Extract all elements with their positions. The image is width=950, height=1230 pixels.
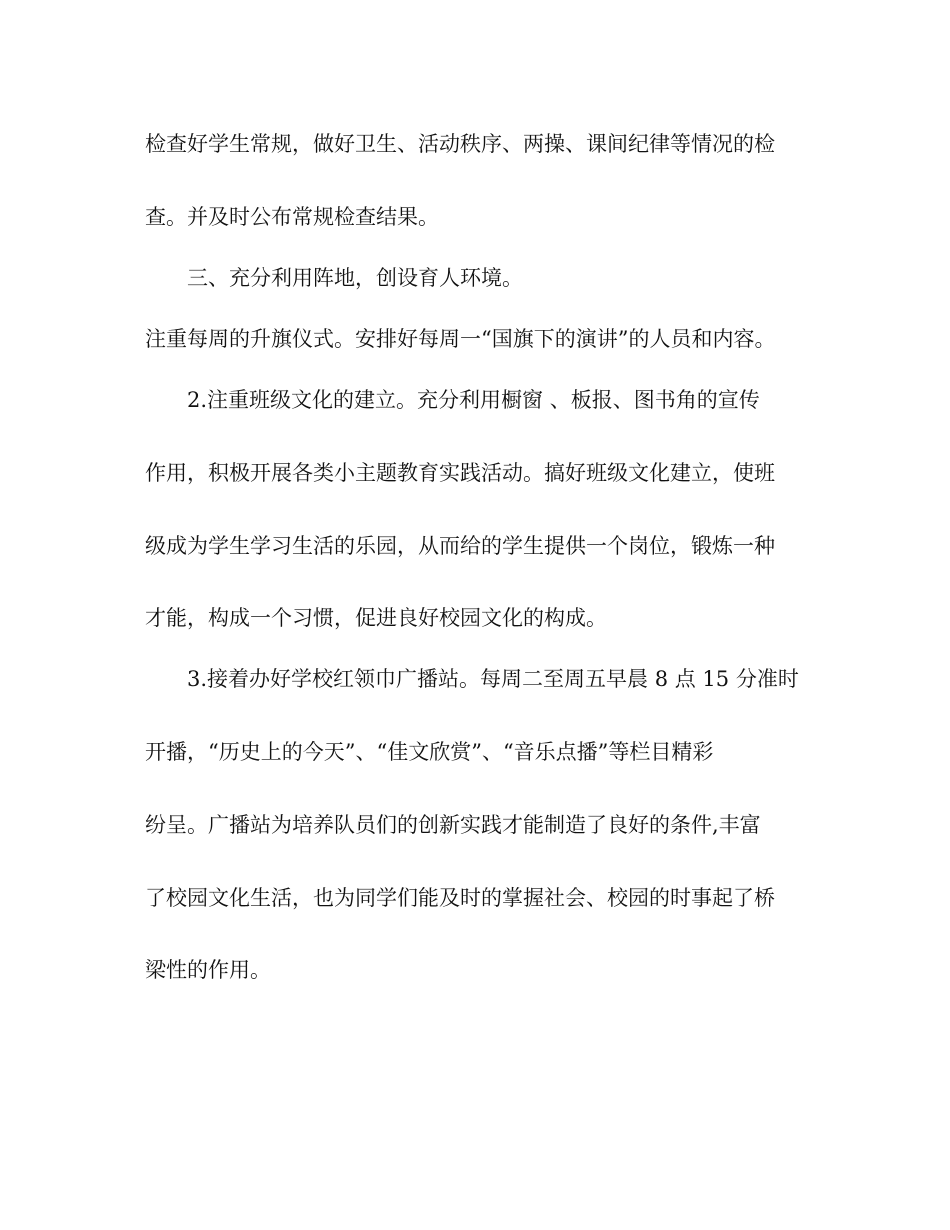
text-line: 查。并及时公布常规检查结果。	[145, 205, 439, 229]
text-line: 了校园文化生活，也为同学们能及时的掌握社会、校园的时事起了桥	[145, 886, 775, 910]
text-line: 开播，“历史上的今天”、“佳文欣赏”、“音乐点播”等栏目精彩	[145, 740, 714, 764]
text-line: 纷呈。广播站为培养队员们的创新实践才能制造了良好的条件,丰富	[145, 813, 761, 837]
section-heading: 三、充分利用阵地，创设育人环境。	[187, 266, 523, 290]
text-line: 作用，积极开展各类小主题教育实践活动。搞好班级文化建立，使班	[145, 461, 775, 485]
text-line: 注重每周的升旗仪式。安排好每周一“国旗下的演讲”的人员和内容。	[145, 327, 776, 351]
list-item-3: 3.接着办好学校红领巾广播站。每周二至周五早晨 8 点 15 分准时	[187, 667, 799, 691]
text-line: 级成为学生学习生活的乐园，从而给的学生提供一个岗位，锻炼一种	[145, 534, 775, 558]
text-line: 梁性的作用。	[145, 958, 271, 982]
text-line: 检查好学生常规，做好卫生、活动秩序、两操、课间纪律等情况的检	[145, 132, 775, 156]
list-item-2: 2.注重班级文化的建立。充分利用橱窗 、板报、图书角的宣传	[187, 388, 760, 412]
text-line: 才能，构成一个习惯，促进良好校园文化的构成。	[145, 606, 607, 630]
